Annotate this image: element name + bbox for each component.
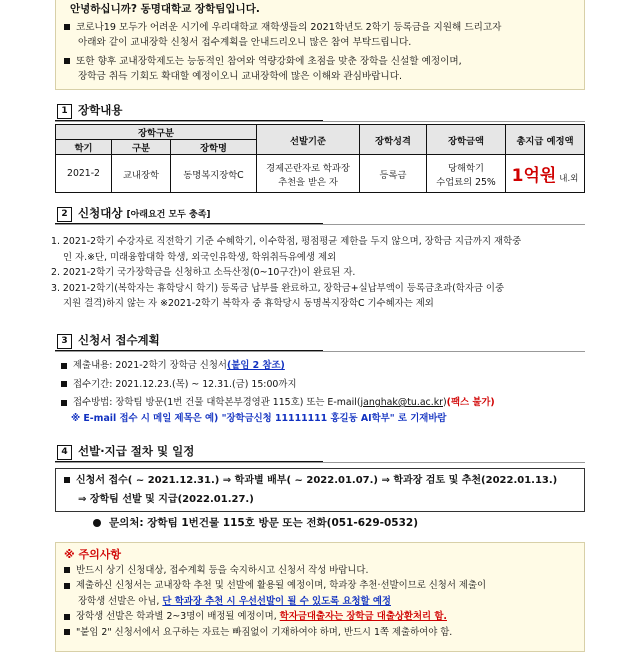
section-heading-2: 2 신청대상 [아래요건 모두 충족] — [55, 205, 323, 225]
square-bullet-icon — [64, 614, 70, 620]
square-bullet-icon — [61, 363, 67, 369]
procedure-box — [55, 468, 585, 512]
header-name: 장학명 — [171, 140, 257, 155]
section-heading-1: 1 장학내용 — [55, 102, 323, 122]
header-criteria: 선발기준 — [257, 125, 360, 155]
eligibility-item-2: 2. 2021-2학기 국가장학금을 신청하고 소득산정(0~10구간)이 완료된 자. — [51, 267, 356, 278]
section-number: 4 — [57, 445, 72, 460]
section-heading-4: 4 선발·지급 절차 및 일정 — [55, 443, 323, 463]
header-budget: 총지급 예정액 — [506, 125, 585, 155]
apply-list — [61, 358, 591, 426]
cell-nature: 등록금 — [360, 155, 427, 193]
caution-item-4: "붙임 2" 신청서에서 요구하는 자료는 빠짐없이 기재하여야 하며, 반드시 1쪽 제출하여야 함. — [64, 625, 576, 641]
cell-type: 교내장학 — [112, 155, 171, 193]
cell-amount: 당해학기 수업료의 25% — [427, 155, 506, 193]
apply-period: 접수기간: 2021.12.23.(목) ~ 12.31.(금) 15:00까지 — [61, 377, 591, 393]
cell-budget: 1억원 내.외 — [506, 155, 585, 193]
eligibility-item-3: 3. 2021-2학기(복학자는 휴학당시 학기) 등록금 납부를 완료하고, 장학금+실납부액이 등록금초과(학자금 이중 지원 결격)하지 않는 자 ※2021-2학기 복학자 중 휴학당시 동명복지장학C 기수혜자는 제외 — [51, 282, 505, 309]
cell-name: 동명복지장학C — [171, 155, 257, 193]
email-link[interactable]: janghak@tu.ac.kr — [360, 397, 443, 408]
budget-amount: 1억원 — [511, 166, 557, 186]
scholarship-table — [55, 124, 585, 193]
intro-paragraph-2: 또한 향후 교내장학제도는 능동적인 참여와 역량강화에 초점을 맞춘 장학을 신설할 예정이며, 장학금 취득 기회도 확대할 예정이오니 교내장학에 많은 이해와 관심바랍니다. — [64, 54, 576, 84]
square-bullet-icon — [64, 567, 70, 573]
eligibility-item-1: 1. 2021-2학기 수강자로 직전학기 기준 수혜학기, 이수학점, 평점평균 제한을 두지 않으며, 장학금 지급까지 재학중 인 자.※단, 미래융합대학 학생, 외국인유학생, 학위취득유예생 제외 — [51, 236, 522, 263]
header-amount: 장학금액 — [427, 125, 506, 155]
divider — [55, 351, 585, 352]
square-bullet-icon — [64, 24, 70, 30]
divider — [55, 224, 585, 225]
section-number: 3 — [57, 334, 72, 349]
circle-bullet-icon — [93, 519, 101, 527]
cell-term: 2021-2 — [56, 155, 112, 193]
caution-item-3: 장학생 선발은 학과별 2~3명이 배정될 예정이며, 학자금대출자는 장학금 대출상환처리 함. — [64, 609, 576, 625]
intro-box — [55, 0, 585, 90]
mail-subject-note: ※ E-mail 접수 시 메일 제목은 예) "장학금신청 11111111 홍길동 AI학부" 로 기재바람 — [71, 412, 447, 424]
header-term: 학기 — [56, 140, 112, 155]
attachment-ref: (붙임 2 참조) — [226, 360, 285, 371]
caution-box — [55, 542, 585, 652]
divider — [55, 462, 585, 463]
procedure-line-1: 신청서 접수( ~ 2021.12.31.) ⇒ 학과별 배부( ~ 2022.01.07.) ⇒ 학과장 검토 및 추천(2022.01.13.) — [64, 471, 584, 490]
intro-paragraph-1: 코로나19 모두가 어려운 시기에 우리대학교 재학생들의 2021학년도 2학기 등록금을 지원해 드리고자 아래와 같이 교내장학 신청서 접수계획을 안내드리오니 많은 참여 부탁드립니다. — [64, 20, 576, 50]
cell-criteria: 경제곤란자로 학과장 추천을 받은 자 — [257, 155, 360, 193]
square-bullet-icon — [64, 583, 70, 589]
apply-method: 접수방법: 장학팀 방문(1번 건물 대학본부경영관 115호) 또는 E-mail(janghak@tu.ac.kr)(팩스 불가) — [61, 395, 591, 411]
contact-info: 문의처: 장학팀 1번건물 115호 방문 또는 전화(051-629-0532) — [93, 515, 418, 530]
square-bullet-icon — [64, 477, 70, 483]
square-bullet-icon — [61, 381, 67, 387]
caution-title: ※ 주의사항 — [64, 548, 122, 561]
section-heading-3: 3 신청서 접수계획 — [55, 332, 323, 352]
procedure-line-2: ⇒ 장학팀 선발 및 지급(2022.01.27.) — [78, 494, 254, 505]
apply-docs: 제출내용: 2021-2학기 장학금 신청서(붙임 2 참조) — [61, 358, 591, 374]
caution-item-1: 반드시 상기 신청대상, 접수계획 등을 숙지하시고 신청서 작성 바랍니다. — [64, 563, 576, 579]
fax-note: (팩스 불가) — [446, 397, 495, 408]
caution-item-2: 제출하신 신청서는 교내장학 추천 및 선발에 활용될 예정이며, 학과장 추천·선발이므로 신청서 제출이 장학생 선발은 아님, 단 학과장 추천 시 우선선발이 될 수 있도록 요청할 예정 — [64, 578, 576, 609]
eligibility-list — [51, 234, 581, 312]
section-number: 2 — [57, 207, 72, 222]
greeting: 안녕하십니까? 동명대학교 장학팀입니다. — [70, 3, 260, 15]
notice-page — [51, 0, 585, 640]
divider — [55, 121, 585, 122]
square-bullet-icon — [64, 58, 70, 64]
header-type: 구분 — [112, 140, 171, 155]
section-number: 1 — [57, 104, 72, 119]
header-nature: 장학성격 — [360, 125, 427, 155]
square-bullet-icon — [64, 629, 70, 635]
header-group: 장학구분 — [56, 125, 257, 140]
square-bullet-icon — [61, 400, 67, 406]
